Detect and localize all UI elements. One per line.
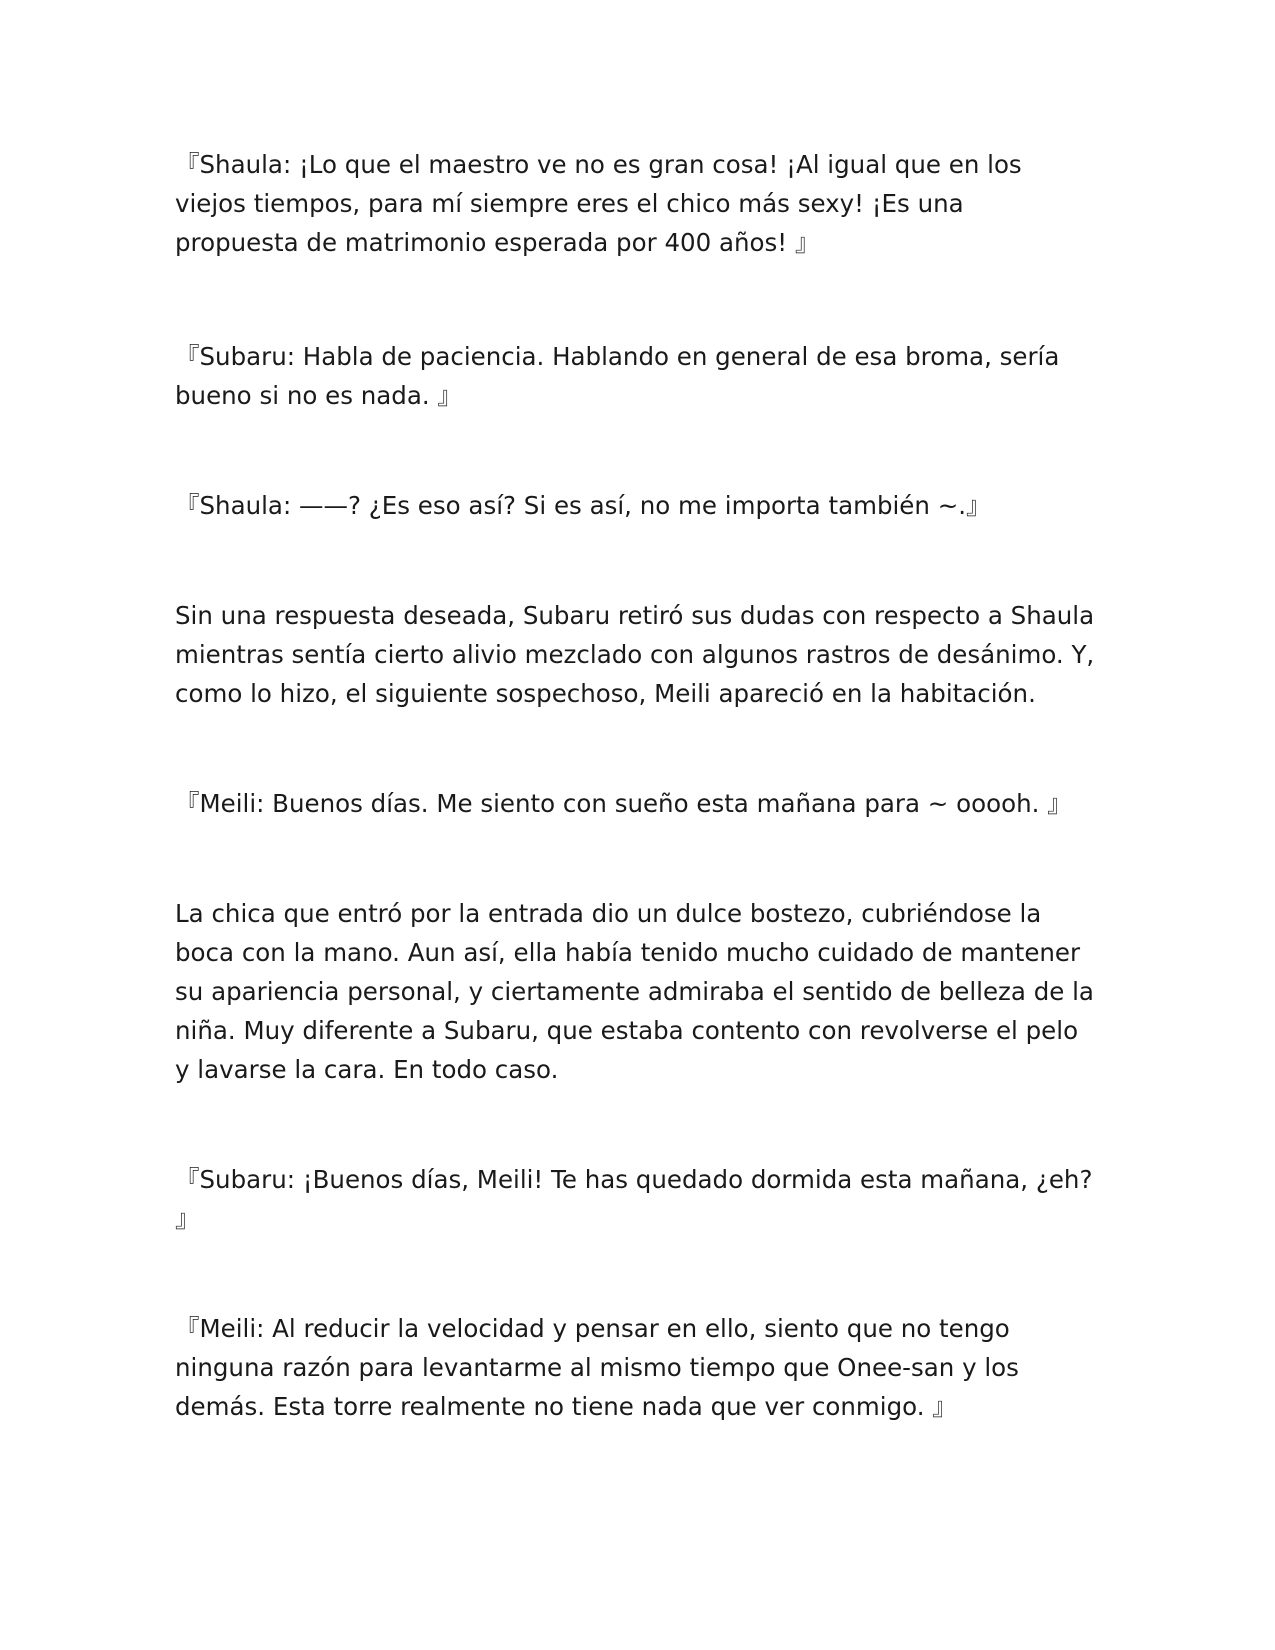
paragraph-dialogue-subaru-2: 『Subaru: ¡Buenos días, Meili! Te has quedado dormida esta mañana, ¿eh? 』 xyxy=(175,1165,1093,1233)
paragraph-dialogue-subaru-1: 『Subaru: Habla de paciencia. Hablando en general de esa broma, sería bueno si no es nada. 』 xyxy=(175,342,1060,410)
paragraph-narration-1: Sin una respuesta deseada, Subaru retiró sus dudas con respecto a Shaula mientras sentía cierto alivio mezclado con algunos rastros de desánimo. Y, como lo hizo, el siguiente sospechoso, Meili apareció en la habitación. xyxy=(175,601,1095,708)
paragraph-narration-2: La chica que entró por la entrada dio un dulce bostezo, cubriéndose la boca con la mano. Aun así, ella había tenido mucho cuidado de mantener su apariencia personal, y ciertamente admiraba el sentido de belleza de la niña. Muy diferente a Subaru, que estaba contento con revolverse el pelo y lavarse la cara. En todo caso. xyxy=(175,899,1094,1084)
paragraph-dialogue-meili-1: 『Meili: Buenos días. Me siento con sueño esta mañana para ~ ooooh. 』 xyxy=(175,789,1072,818)
paragraph-dialogue-shaula-1: 『Shaula: ¡Lo que el maestro ve no es gran cosa! ¡Al igual que en los viejos tiempos, para mí siempre eres el chico más sexy! ¡Es una propuesta de matrimonio esperada por 400 años! 』 xyxy=(175,150,1022,257)
paragraph-dialogue-meili-2: 『Meili: Al reducir la velocidad y pensar en ello, siento que no tengo ninguna razón para levantarme al mismo tiempo que Onee-san y los demás. Esta torre realmente no tiene nada que ver conmigo. 』 xyxy=(175,1314,1019,1421)
text-body xyxy=(175,145,1095,1426)
paragraph-dialogue-shaula-2: 『Shaula: ——? ¿Es eso así? Si es así, no me importa también ~.』 xyxy=(175,491,991,520)
